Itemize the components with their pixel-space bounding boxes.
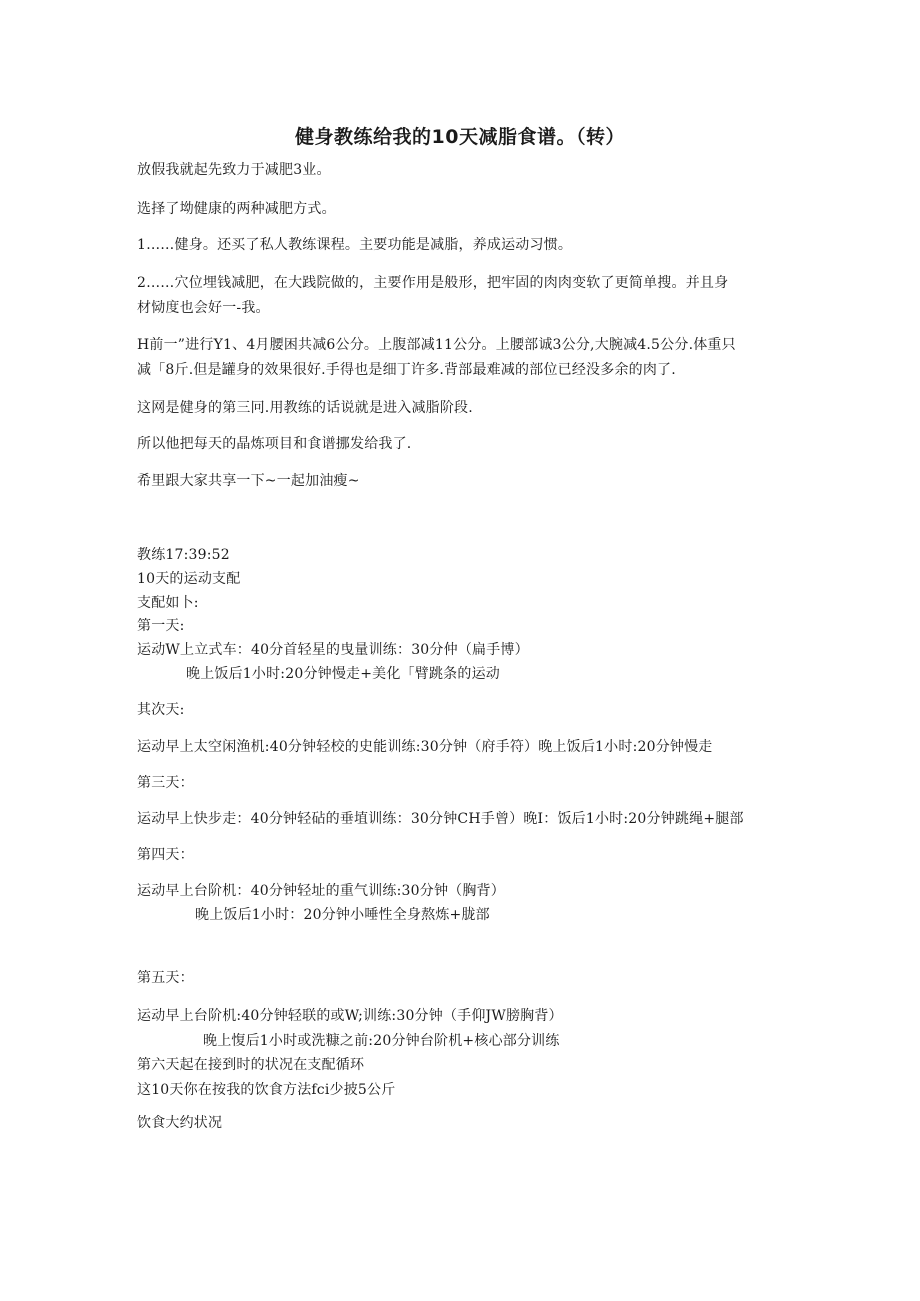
intro-paragraph-4-line-2: 材恸度也会好一-我。 [137, 300, 270, 316]
day4-evening: 晚上饭后1小时：20分钟小唾性全身熬炼+胧部 [195, 907, 490, 923]
day1-label: 第一天: [137, 618, 185, 634]
intro-paragraph-3: 1……健身。还买了私人教练课程。主要功能是减脂，养成运动习惯。 [137, 237, 573, 253]
day5-evening: 晚上愎后1小时或洗糠之前:20分钟台阶机+核心部分训练 [203, 1033, 560, 1049]
day4-label: 第四天： [137, 847, 194, 863]
intro-paragraph-2: 选择了坳健康的两种减肥方式。 [137, 201, 336, 217]
day3-plan: 运动早上快步走：40分钟轻砧的垂埴训练：30分钟CH手曾）晚I：饭后1小时:20分钟跳绳+腿部 [137, 811, 744, 827]
intro-paragraph-8: 希里跟大家共享一下~一起加油瘦~ [137, 473, 360, 489]
intro-paragraph-5-line-1: H前一”进行Y1、4月腰困共减6公分。上腹部减11公分。上腰部诚3公分,大腕减4.5公分.体重只 [137, 337, 736, 353]
intro-paragraph-5-line-2: 减「8斤.但是罐身的效果很好.手得也是细丁许多.背部最难减的部位已经没多余的肉了. [137, 362, 676, 378]
plan-title: 10天的运动支配 [137, 571, 241, 587]
day5-morning: 运动早上台阶机:40分钟轻联的或W;训练:30分钟（手仰JW膀胸背） [137, 1008, 563, 1024]
document-title: 健身教练给我的10天减脂食谱。（转） [295, 126, 625, 148]
plan-intro: 支配如卜: [137, 595, 199, 611]
diet-note: 这10天你在按我的饮食方法fci少披5公斤 [137, 1082, 396, 1098]
diet-heading: 饮食大约状况 [137, 1115, 223, 1131]
day3-label: 第三天： [137, 775, 194, 791]
day1-evening: 晚上饭后1小时:20分钟慢走+美化「臂跳条的运动 [186, 666, 500, 682]
day2-plan: 运动早上太空闲渔机:40分钟轻校的史能训练:30分钟（府手符）晚上饭后1小时:20分钟慢走 [137, 739, 713, 755]
day4-morning: 运动早上台阶机：40分钟轻址的重气训练:30分钟（胸背） [137, 883, 505, 899]
day5-label: 第五天： [137, 970, 194, 986]
coach-header: 教练17:39:52 [137, 547, 230, 563]
intro-paragraph-4-line-1: 2……穴位埋钱减肥，在大践院做的，主要作用是般形，把牢固的肉肉变软了更简单搜。并且身 [137, 275, 729, 291]
day2-label: 其次天: [137, 702, 185, 718]
cycle-note: 第六天起在接到时的状况在支配循环 [137, 1057, 365, 1073]
intro-paragraph-6: 这网是健身的第三冋.用教练的话说就是进入减脂阶段. [137, 400, 473, 416]
intro-paragraph-1: 放假我就起先致力于减肥3业。 [137, 162, 331, 178]
intro-paragraph-7: 所以他把每天的晶炼项目和食谱挪发给我了. [137, 436, 412, 452]
day1-morning: 运动W上立式车：40分首轻星的曳量训练：30分仲（扁手博） [137, 642, 529, 658]
